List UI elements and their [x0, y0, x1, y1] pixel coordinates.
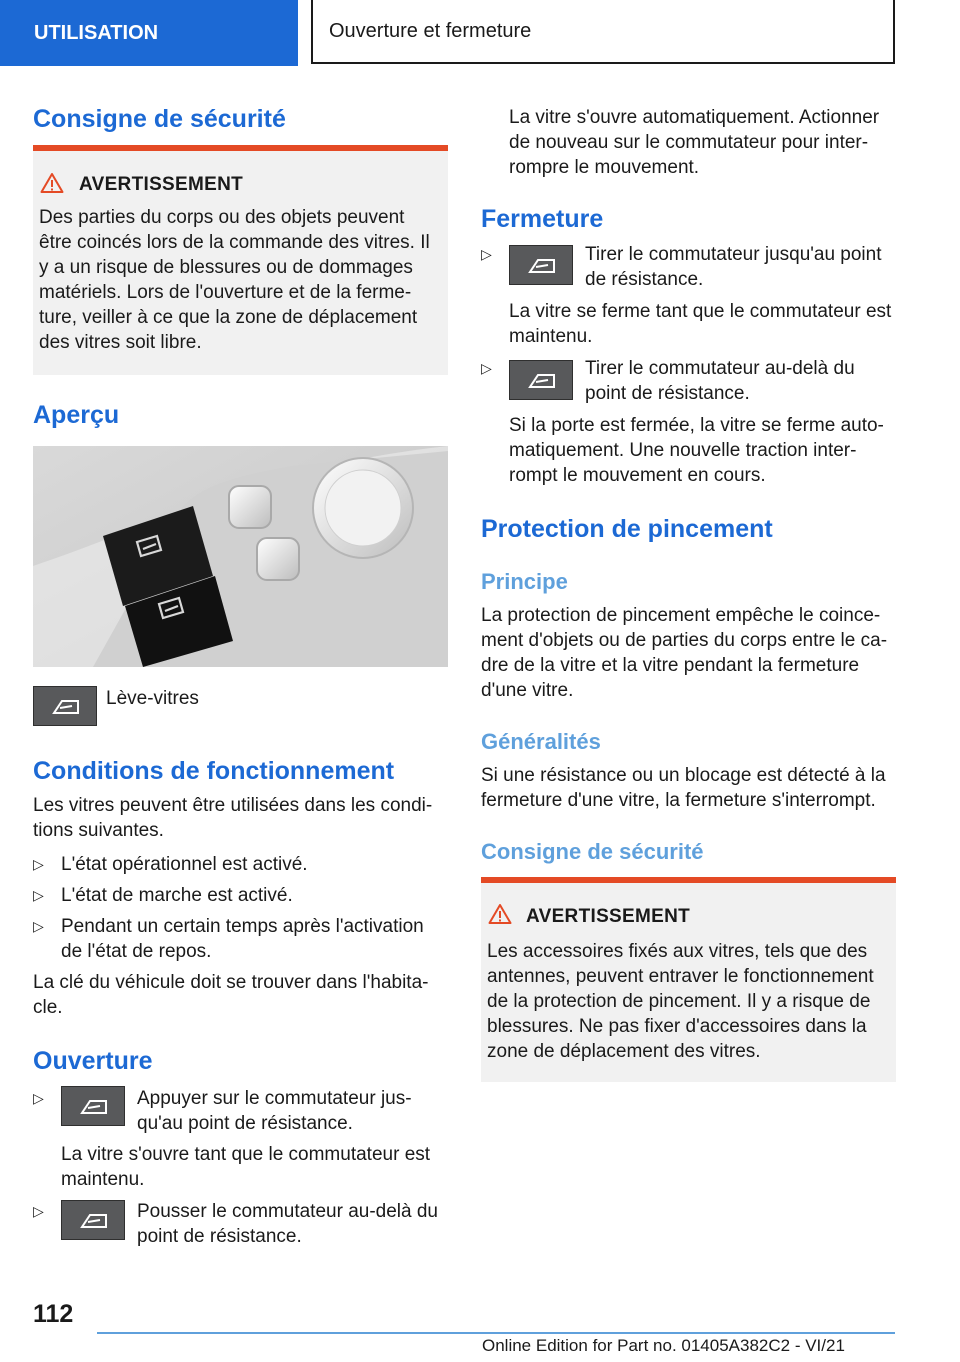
warning-text-line: y a un risque de blessures ou de dommages: [39, 257, 413, 278]
bullet-triangle-icon: ▷: [33, 887, 44, 903]
condition-item: Pendant un certain temps après l'activation: [61, 916, 424, 937]
warning-text-line: blessures. Ne pas fixer d'accessoires dans la: [487, 1016, 867, 1037]
closing-step1-line: Tirer le commutateur jusqu'au point: [585, 244, 882, 265]
opening-heading: Ouverture: [33, 1047, 153, 1075]
warning-text-line: matériels. Lors de l'ouverture et de la ferme-: [39, 282, 412, 303]
conditions-intro-line: tions suivantes.: [33, 820, 164, 841]
conditions-intro-line: Les vitres peuvent être utilisées dans les condi-: [33, 795, 433, 816]
warning-text-line: Les accessoires fixés aux vitres, tels que des: [487, 941, 868, 962]
warning-box: [33, 145, 448, 375]
principle-line: La protection de pincement empêche le coince-: [481, 605, 881, 626]
opening-step2-result: de nouveau sur le commutateur pour inter-: [509, 132, 869, 153]
warning-text-line: être coincés lors de la commande des vitres. Il: [39, 232, 430, 253]
warning-title: AVERTISSEMENT: [79, 174, 244, 195]
opening-step1-result: maintenu.: [61, 1169, 145, 1190]
warning-text-line: de la protection de pincement. Il y a risque de: [487, 991, 871, 1012]
page-number: 112: [33, 1300, 74, 1328]
section-title: UTILISATION: [0, 0, 298, 66]
key-note-line: cle.: [33, 997, 63, 1018]
general-heading: Généralités: [481, 729, 601, 754]
opening-step2-result: La vitre s'ouvre automatiquement. Actionner: [509, 107, 880, 128]
safety-heading: Consigne de sécurité: [33, 105, 286, 133]
closing-step2-line: point de résistance.: [585, 383, 750, 404]
bullet-triangle-icon: ▷: [33, 1203, 44, 1219]
opening-step2-line: Pousser le commutateur au-delà du: [137, 1201, 438, 1222]
general-line: Si une résistance ou un blocage est détecté à la: [481, 765, 886, 786]
bullet-triangle-icon: ▷: [33, 1090, 44, 1106]
closing-step2-result: matiquement. Une nouvelle traction inter-: [509, 440, 857, 461]
principle-heading: Principe: [481, 569, 568, 594]
warning-text-line: Des parties du corps ou des objets peuvent: [39, 207, 405, 228]
bullet-triangle-icon: ▷: [33, 856, 44, 872]
pinch-protection-heading: Protection de pincement: [481, 515, 773, 543]
bullet-triangle-icon: ▷: [481, 246, 492, 262]
warning-title: AVERTISSEMENT: [526, 906, 691, 927]
closing-step2-line: Tirer le commutateur au-delà du: [585, 358, 855, 379]
opening-step1-line: qu'au point de résistance.: [137, 1113, 353, 1134]
closing-heading: Fermeture: [481, 205, 604, 233]
opening-step2-line: point de résistance.: [137, 1226, 302, 1247]
warning-triangle-icon: [488, 903, 512, 925]
bullet-triangle-icon: ▷: [481, 360, 492, 376]
principle-line: d'une vitre.: [481, 680, 574, 701]
window-switch-icon: [61, 1086, 125, 1126]
condition-item: L'état de marche est activé.: [61, 885, 293, 906]
warning-text-line: des vitres soit libre.: [39, 332, 202, 353]
warning-text-line: zone de déplacement des vitres.: [487, 1041, 761, 1062]
opening-step1-line: Appuyer sur le commutateur jus-: [137, 1088, 412, 1109]
closing-step2-result: rompt le mouvement en cours.: [509, 465, 766, 486]
condition-item: L'état opérationnel est activé.: [61, 854, 308, 875]
chapter-title: Ouverture et fermeture: [311, 0, 895, 64]
principle-line: dre de la vitre et la vitre pendant la fermeture: [481, 655, 860, 676]
window-lifter-caption: Lève-vitres: [106, 688, 199, 709]
bullet-triangle-icon: ▷: [33, 918, 44, 934]
window-switch-icon: [509, 245, 573, 285]
warning-triangle-icon: [40, 172, 64, 194]
closing-step2-result: Si la porte est fermée, la vitre se ferme auto-: [509, 415, 884, 436]
key-note-line: La clé du véhicule doit se trouver dans l'habita-: [33, 972, 429, 993]
warning-text-line: antennes, peuvent entraver le fonctionnement: [487, 966, 874, 987]
opening-step2-result: rompre le mouvement.: [509, 157, 700, 178]
conditions-heading: Conditions de fonctionnement: [33, 757, 395, 785]
condition-item: de l'état de repos.: [61, 941, 212, 962]
window-switch-icon: [33, 686, 97, 726]
footer-divider: [97, 1332, 895, 1334]
closing-step1-result: La vitre se ferme tant que le commutateur est: [509, 301, 892, 322]
warning-text-line: ture, veiller à ce que la zone de déplacement: [39, 307, 418, 328]
window-switch-panel-photo: [33, 446, 448, 667]
opening-step1-result: La vitre s'ouvre tant que le commutateur est: [61, 1144, 431, 1165]
safety2-heading: Consigne de sécurité: [481, 839, 704, 864]
window-switch-icon: [61, 1200, 125, 1240]
overview-heading: Aperçu: [33, 401, 120, 429]
closing-step1-line: de résistance.: [585, 269, 704, 290]
principle-line: ment d'objets ou de parties du corps entre le ca-: [481, 630, 888, 651]
warning-box: [481, 877, 896, 1082]
edition-note: Online Edition for Part no. 01405A382C2 - VI/21: [482, 1336, 845, 1355]
window-switch-icon: [509, 360, 573, 400]
closing-step1-result: maintenu.: [509, 326, 593, 347]
general-line: fermeture d'une vitre, la fermeture s'interrompt.: [481, 790, 876, 811]
page-header: [0, 0, 960, 66]
